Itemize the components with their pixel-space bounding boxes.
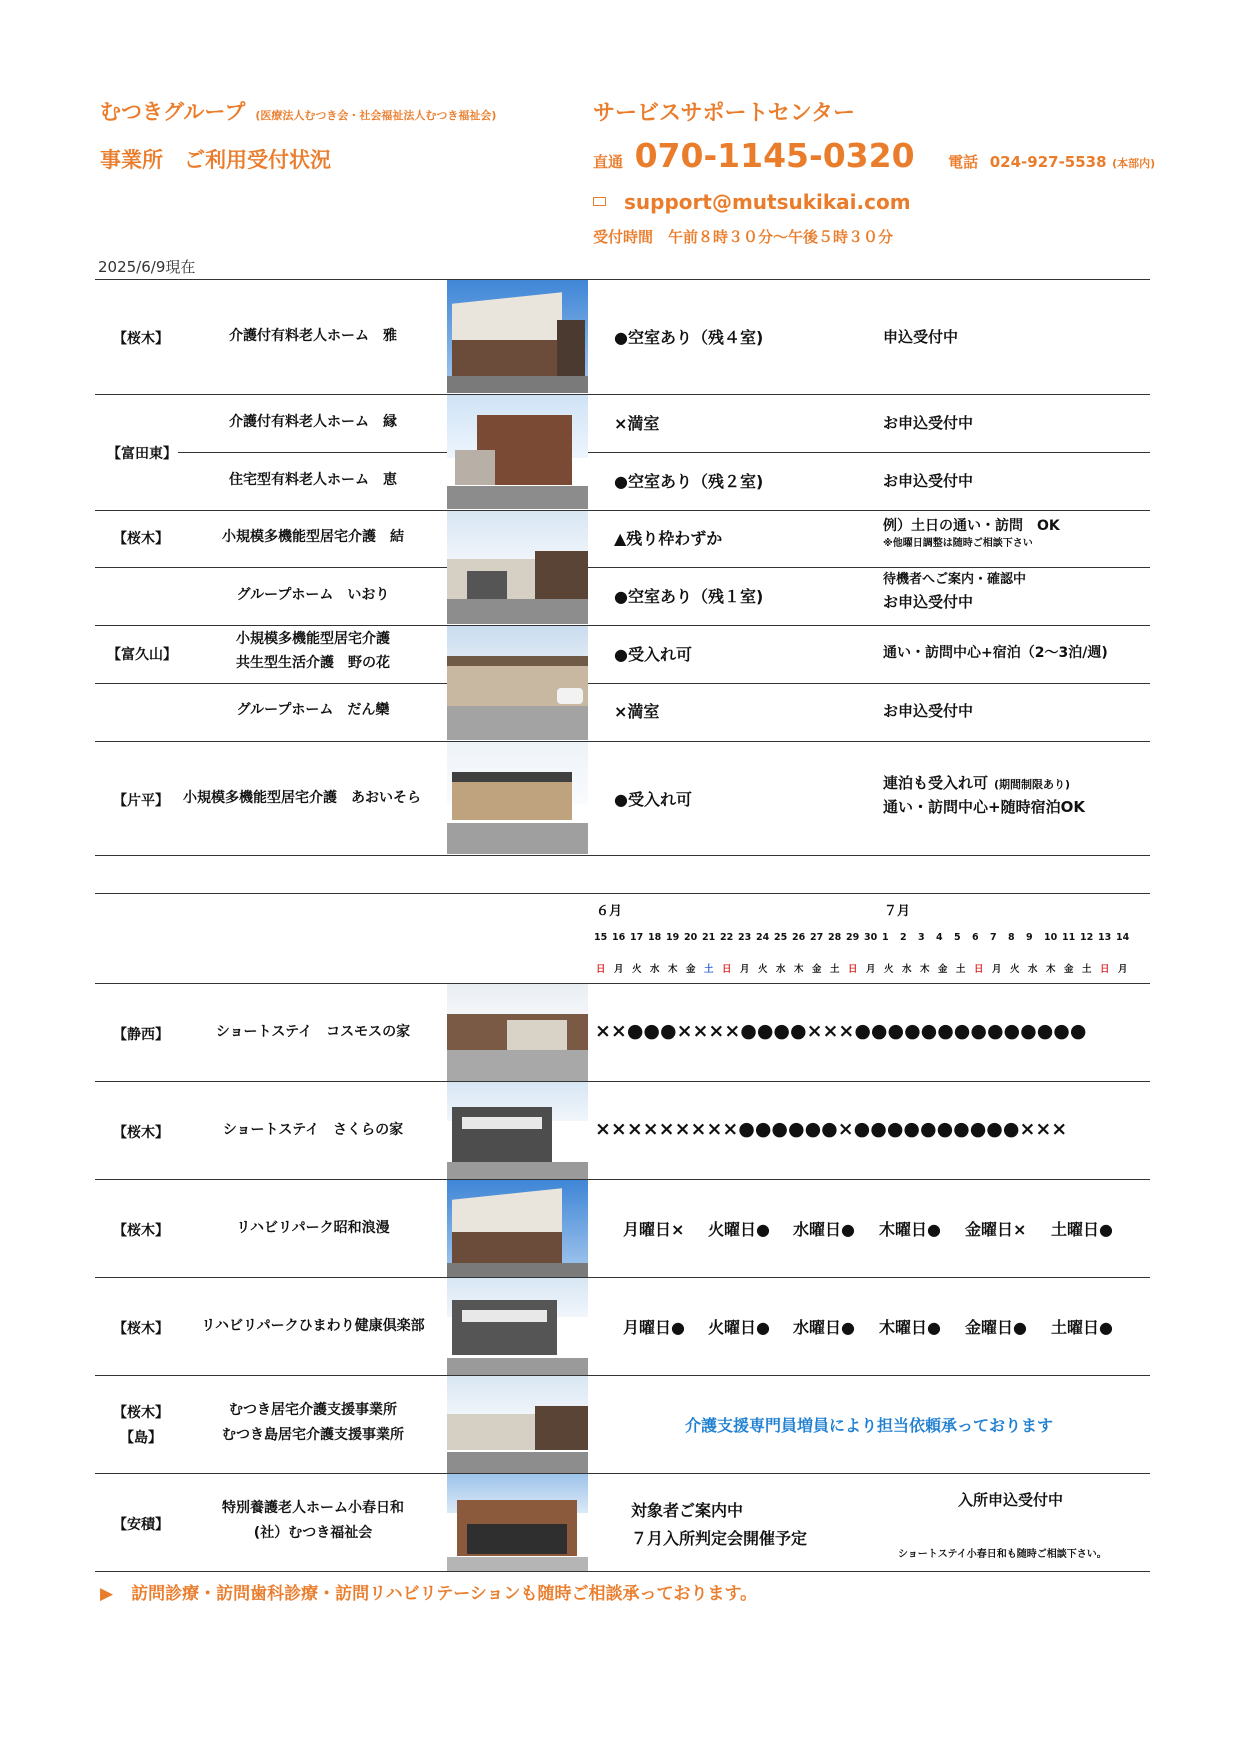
- calendar-weekday: 水: [776, 964, 786, 975]
- calendar-weekday: 土: [1082, 964, 1092, 975]
- weekday-status: 月曜日×: [623, 1220, 685, 1239]
- tel-number[interactable]: 024-927-5538: [989, 153, 1107, 171]
- calendar-day-number: 27: [810, 932, 824, 943]
- rehab-name: リハビリパークひまわり健康倶楽部: [201, 1318, 425, 1334]
- facility-note: 例）土日の通い・訪問 OK ※他曜日調整は随時ご相談下さい: [883, 518, 1060, 550]
- photo-himawari: [447, 1278, 588, 1375]
- calendar-weekday: 木: [668, 964, 678, 975]
- calendar-weekday: 木: [1046, 964, 1056, 975]
- reception-hours: 受付時間 午前８時３０分～午後５時３０分: [593, 228, 894, 246]
- facility-status: ●受入れ可: [614, 790, 692, 809]
- calendar-day-number: 13: [1098, 932, 1112, 943]
- calendar-weekday: 月: [740, 964, 750, 975]
- shortstay-name: ショートステイ コスモスの家: [215, 1024, 411, 1040]
- calendar-day-number: 7: [990, 932, 997, 943]
- area-label: 【安積】: [113, 1517, 169, 1533]
- footer-note: ▶ 訪問診療・訪問歯科診療・訪問リハビリテーションも随時ご相談承っております。: [100, 1584, 758, 1604]
- calendar-weekday: 月: [614, 964, 624, 975]
- photo-enishi-megumi: [447, 395, 588, 509]
- tokuyou-name: 特別養護老人ホーム小春日和 (社）むつき福祉会: [222, 1500, 404, 1542]
- calendar-weekday: 土: [830, 964, 840, 975]
- facility-note-pre: 待機者へご案内・確認中: [883, 572, 1027, 587]
- area-label: 【片平】: [113, 793, 169, 809]
- photo-aoisora: [447, 742, 588, 854]
- month-july: ７月: [884, 904, 911, 919]
- mail-icon: [593, 197, 606, 206]
- shortstay-availability: ×××××××××●●●●●●×●●●●●●●●●●×××: [595, 1118, 1068, 1140]
- rehab-name: リハビリパーク昭和浪漫: [236, 1220, 390, 1236]
- area-label: 【富田東】: [107, 446, 177, 462]
- contact-phones: 直通 070-1145-0320 電話 024-927-5538 (本部内): [593, 136, 1156, 175]
- support-center-title: サービスサポートセンター: [593, 101, 856, 126]
- tokuyou-status: 対象者ご案内中 ７月入所判定会開催予定: [631, 1501, 808, 1548]
- calendar-weekday: 木: [920, 964, 930, 975]
- tokuyou-note-small: ショートステイ小春日和も随時ご相談下さい。: [898, 1549, 1107, 1560]
- email-line: [593, 190, 911, 214]
- photo-showa-roman: [447, 1180, 588, 1277]
- shortstay-availability: ××●●●××××●●●●×××●●●●●●●●●●●●●●: [595, 1020, 1087, 1042]
- arrow-right-icon: ▶: [100, 1584, 114, 1604]
- calendar-day-number: 1: [882, 932, 889, 943]
- area-label: 【桜木】: [113, 531, 169, 547]
- facility-status: ×満室: [614, 702, 660, 721]
- facility-status: ×満室: [614, 414, 660, 433]
- facility-status: ●空室あり（残１室): [614, 587, 764, 606]
- calendar-weekday: 火: [632, 964, 642, 975]
- calendar-day-number: 23: [738, 932, 752, 943]
- facility-name: 住宅型有料老人ホーム 恵: [229, 472, 397, 488]
- calendar-day-number: 19: [666, 932, 680, 943]
- calendar-day-number: 5: [954, 932, 961, 943]
- calendar-day-number: 14: [1116, 932, 1130, 943]
- calendar-weekday: 木: [794, 964, 804, 975]
- facility-note: 待機者へご案内・確認中 お申込受付中: [883, 572, 1027, 611]
- facility-status: ●空室あり（残２室): [614, 472, 764, 491]
- calendar-day-number: 6: [972, 932, 979, 943]
- calendar-weekday: 水: [650, 964, 660, 975]
- calendar-day-number: 16: [612, 932, 626, 943]
- calendar-weekday: 火: [1010, 964, 1020, 975]
- area-label: 【桜木】: [113, 1125, 169, 1141]
- facility-status: ●受入れ可: [614, 645, 692, 664]
- calendar-weekday: 日: [596, 964, 606, 975]
- calendar-weekday: 日: [848, 964, 858, 975]
- facility-name: 小規模多機能型居宅介護 あおいそら: [183, 790, 421, 806]
- calendar-day-number: 26: [792, 932, 806, 943]
- calendar-weekday: 日: [722, 964, 732, 975]
- facility-name: 介護付有料老人ホーム 縁: [229, 414, 397, 430]
- month-june: ６月: [596, 904, 623, 919]
- calendar-weekday: 金: [686, 964, 696, 975]
- weekday-status: 木曜日●: [879, 1220, 941, 1239]
- photo-kyotaku: [447, 1376, 588, 1473]
- calendar-weekday: 日: [974, 964, 984, 975]
- facility-status: ▲残り枠わずか: [614, 529, 723, 548]
- calendar-day-number: 18: [648, 932, 662, 943]
- calendar-day-number: 2: [900, 932, 907, 943]
- calendar-weekday: 日: [1100, 964, 1110, 975]
- calendar-day-number: 20: [684, 932, 698, 943]
- weekday-status: 金曜日●: [965, 1318, 1027, 1337]
- calendar-weekday: 金: [812, 964, 822, 975]
- page-title: 事業所 ご利用受付状況: [100, 148, 331, 172]
- calendar-day-number: 22: [720, 932, 734, 943]
- photo-koharubiyori: [447, 1474, 588, 1571]
- photo-nonohana-danran: [447, 626, 588, 740]
- calendar-day-number: 28: [828, 932, 842, 943]
- calendar-day-number: 4: [936, 932, 943, 943]
- calendar-day-number: 17: [630, 932, 644, 943]
- facility-name: 小規模多機能型居宅介護 共生型生活介護 野の花: [236, 631, 390, 671]
- facility-status: ●空室あり（残４室): [614, 328, 764, 347]
- direct-number[interactable]: 070-1145-0320: [634, 136, 915, 175]
- calendar-weekday: 月: [992, 964, 1002, 975]
- calendar-weekday: 火: [884, 964, 894, 975]
- calendar-weekday: 土: [704, 964, 714, 975]
- facility-note: お申込受付中: [883, 414, 974, 432]
- photo-miyabi: [447, 280, 588, 393]
- weekday-status: 土曜日●: [1051, 1220, 1113, 1239]
- facility-name: グループホーム いおり: [236, 587, 390, 603]
- facility-note: 通い・訪問中心+宿泊（2～3泊/週): [883, 645, 1108, 661]
- calendar-day-number: 29: [846, 932, 860, 943]
- area-label: 【富久山】: [107, 647, 177, 663]
- area-label: 【静西】: [113, 1027, 169, 1043]
- calendar-weekday: 月: [1118, 964, 1128, 975]
- care-support-message: 介護支援専門員増員により担当依頼承っております: [684, 1416, 1053, 1435]
- weekday-status: 月曜日●: [623, 1318, 685, 1337]
- photo-sakura: [447, 1082, 588, 1179]
- weekday-status: 火曜日●: [708, 1318, 770, 1337]
- calendar-day-number: 21: [702, 932, 716, 943]
- calendar-day-number: 12: [1080, 932, 1094, 943]
- calendar-weekday: 水: [1028, 964, 1038, 975]
- calendar-day-number: 24: [756, 932, 770, 943]
- facility-note: 申込受付中: [883, 328, 959, 346]
- calendar-weekday: 金: [1064, 964, 1074, 975]
- facility-name: 小規模多機能型居宅介護 結: [222, 529, 404, 545]
- calendar-day-number: 3: [918, 932, 925, 943]
- calendar-day-number: 10: [1044, 932, 1058, 943]
- weekday-status: 土曜日●: [1051, 1318, 1113, 1337]
- as-of-date: 2025/6/9現在: [98, 258, 196, 276]
- calendar-weekday: 土: [956, 964, 966, 975]
- facility-name: 介護付有料老人ホーム 雅: [229, 328, 397, 344]
- calendar-weekday: 水: [902, 964, 912, 975]
- area-label: 【桜木】: [113, 331, 169, 347]
- group-name: むつきグループ (医療法人むつき会・社会福祉法人むつき福祉会): [100, 100, 497, 124]
- calendar-day-number: 15: [594, 932, 608, 943]
- group-sub: (医療法人むつき会・社会福祉法人むつき福祉会): [255, 109, 497, 122]
- weekday-status: 金曜日×: [965, 1220, 1027, 1239]
- calendar-weekday: 金: [938, 964, 948, 975]
- weekday-status: 水曜日●: [793, 1318, 855, 1337]
- care-support-names: むつき居宅介護支援事業所 むつき島居宅介護支援事業所: [222, 1402, 404, 1444]
- calendar-day-number: 25: [774, 932, 788, 943]
- weekday-status: 火曜日●: [708, 1220, 770, 1239]
- calendar-weekday: 月: [866, 964, 876, 975]
- facility-name: グループホーム だん欒: [236, 702, 390, 718]
- shortstay-name: ショートステイ さくらの家: [222, 1122, 404, 1138]
- calendar-day-number: 11: [1062, 932, 1076, 943]
- email-link[interactable]: support@mutsukikai.com: [624, 190, 911, 214]
- photo-cosmos: [447, 984, 588, 1081]
- facility-note: 連泊も受入れ可 (期間制限あり) 通い・訪問中心+随時宿泊OK: [883, 774, 1085, 816]
- facility-note-sub: ※他曜日調整は随時ご相談下さい: [883, 538, 1033, 550]
- calendar-weekday: 火: [758, 964, 768, 975]
- weekday-status: 水曜日●: [793, 1220, 855, 1239]
- tokuyou-note: 入所申込受付中: [958, 1491, 1064, 1509]
- weekday-status: 木曜日●: [879, 1318, 941, 1337]
- facility-note: お申込受付中: [883, 472, 974, 490]
- facility-note: お申込受付中: [883, 702, 974, 720]
- area-label: 【桜木】: [113, 1321, 169, 1337]
- photo-yui-iori: [447, 511, 588, 624]
- area-label: 【桜木】: [113, 1223, 169, 1239]
- calendar-day-number: 30: [864, 932, 878, 943]
- calendar-day-number: 8: [1008, 932, 1015, 943]
- calendar-day-number: 9: [1026, 932, 1033, 943]
- area-label: 【桜木】 【島】: [113, 1405, 169, 1447]
